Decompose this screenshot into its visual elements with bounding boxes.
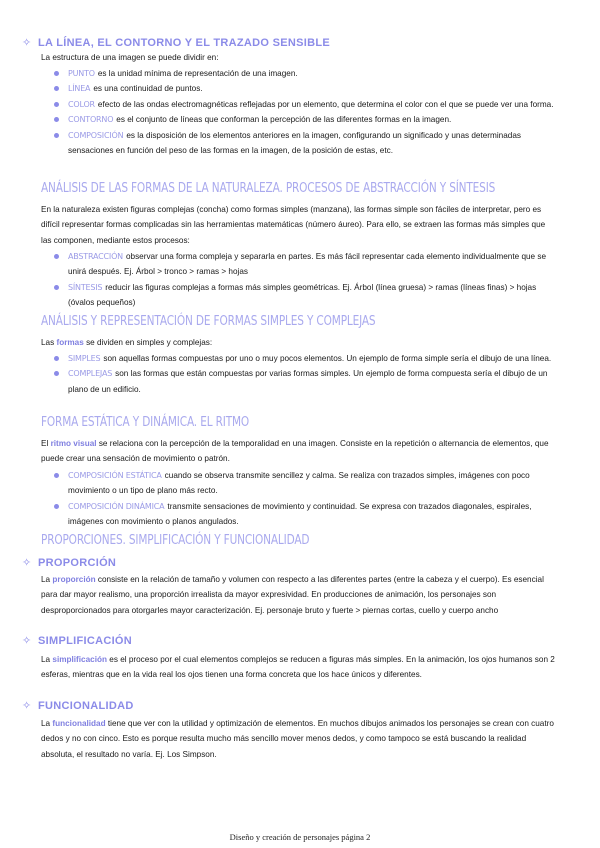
list-item (41, 468, 557, 499)
item-text: son aquellas formas compuestas por uno o muy pocos elementos. Un ejemplo de forma simple sería el dibujo de una línea. (103, 354, 552, 363)
text: El (41, 439, 49, 448)
diamond-sparkle-icon: ✧ (22, 37, 32, 49)
paragraph (41, 335, 557, 350)
item-text: es una continuidad de puntos. (93, 84, 203, 94)
item-text: son las formas que están compuestas por varias formas simples. Un ejemplo de forma compuesta sería el dibujo de un plano de un edificio. (68, 369, 548, 394)
item-text: efecto de las ondas electromagnéticas reflejadas por un elemento, que determina el color con el que se puede ver una forma. (97, 99, 554, 109)
paragraph (41, 652, 557, 683)
dot-icon (54, 133, 59, 138)
list-item (41, 249, 557, 280)
dot-icon (54, 71, 59, 76)
text: La (41, 655, 51, 664)
highlight: ritmo visual (50, 439, 97, 448)
dot-icon (54, 504, 59, 509)
term-label: LÍNEA (68, 84, 91, 94)
section-heading-simplificacion (22, 636, 132, 647)
highlight: simplificación (52, 655, 107, 664)
item-text: transmite sensaciones de movimiento y continuidad. Se expresa con trazados diagonales, espirales, imágenes con movimiento o planos angulados. (68, 501, 532, 527)
diamond-sparkle-icon: ✧ (22, 700, 32, 712)
term-label: SÍNTESIS (68, 282, 103, 292)
text: tiene que ver con la utilidad y optimización de elementos. En muchos dibujos animados los personajes se crean con cuatro dedos y no con cinco. Esto es porque resulta mucho más sencillo mover menos dedos, y como tampoco se está buscando la realidad absoluta, el resultado no varía. Ej. Los Simpson. (41, 719, 554, 759)
text: Las (41, 338, 55, 347)
dot-icon (54, 117, 59, 122)
dot-icon (54, 254, 59, 259)
bullet-list (41, 249, 557, 311)
item-text: reducir las figuras complejas a formas más simples geométricas. Ej. Árbol (línea gruesa) > ramas (líneas finas) > hojas (óvalos pequeños) (68, 282, 537, 308)
item-text: es la disposición de los elementos anteriores en la imagen, configurando un significado y unas determinadas sensaciones en función del peso de las formas en la imagen, de la posición de estas, etc. (68, 130, 521, 156)
paragraph: La estructura de una imagen se puede dividir en: (41, 53, 219, 62)
text: consiste en la relación de tamaño y volumen con respecto a las diferentes partes (entre la cabeza y el cuerpo). Es esencial para dar mayor realismo, una proporción irrealista da mayor expresividad. En producciones de animación, los personajes son desproporcionados para otorgarles mayor caracterización. Ej. personaje bruto y fuerte > piernas cortas, cuello y cuerpo ancho (41, 575, 544, 615)
dot-icon (54, 371, 59, 376)
list-item (41, 81, 557, 96)
list-item (41, 66, 557, 81)
highlight: funcionalidad (52, 719, 106, 728)
section-title: PROPORCIÓN (38, 557, 117, 569)
dot-icon (54, 102, 59, 107)
text: se dividen en simples y complejas: (86, 338, 213, 347)
list-item (41, 280, 557, 311)
list-item (41, 366, 557, 397)
section-title: SIMPLIFICACIÓN (38, 635, 133, 647)
diamond-sparkle-icon: ✧ (22, 557, 32, 569)
section-title-ritmo: FORMA ESTÁTICA Y DINÁMICA. EL RITMO (41, 414, 250, 430)
term-label: COMPLEJAS (68, 369, 113, 379)
list-item (41, 351, 557, 366)
bullet-list (41, 468, 557, 530)
item-text: cuando se observa transmite sencillez y calma. Se realiza con trazados simples, imágenes con poco movimiento o un tipo de plano más recto. (68, 471, 530, 496)
text: La (41, 575, 51, 584)
term-label: ABSTRACCIÓN (68, 252, 123, 261)
paragraph (41, 572, 557, 618)
paragraph (41, 716, 557, 762)
list-item (41, 499, 557, 530)
paragraph (41, 436, 557, 467)
dot-icon (54, 285, 59, 290)
dot-icon (54, 356, 59, 361)
dot-icon (54, 473, 59, 478)
text: es el proceso por el cual elementos complejos se reducen a figuras más simples. En la animación, los ojos humanos son 2 esferas, mientras que en la vida real los ojos tienen una forma concreta que los hace únicos y diferentes. (41, 655, 555, 680)
bullet-list (41, 351, 557, 397)
term-label: COMPOSICIÓN DINÁMICA (68, 501, 165, 511)
term-label: COMPOSICIÓN (68, 130, 124, 140)
item-text: observar una forma compleja y separarla en partes. Es más fácil representar cada elemento individualmente que se unirá después. Ej. Árbol > tronco > ramas > hojas (68, 252, 547, 277)
bullet-list (41, 66, 557, 158)
section-heading-proporcion (22, 558, 116, 569)
section-title-proporciones: PROPORCIONES. SIMPLIFICACIÓN Y FUNCIONALIDAD (41, 532, 310, 548)
term-label: COLOR (68, 99, 95, 109)
term-label: PUNTO (68, 69, 95, 78)
highlight: formas (56, 338, 84, 347)
section-title: LA LÍNEA, EL CONTORNO Y EL TRAZADO SENSIBLE (38, 37, 331, 49)
section-heading-funcionalidad (22, 701, 134, 712)
list-item (41, 112, 557, 127)
highlight: proporción (52, 575, 96, 584)
item-text: es la unidad mínima de representación de una imagen. (97, 69, 298, 78)
item-text: es el conjunto de líneas que conforman la percepción de las diferentes formas en la imagen. (116, 115, 452, 125)
list-item (41, 128, 557, 159)
section-title-formas-naturaleza: ANÁLISIS DE LAS FORMAS DE LA NATURALEZA. PROCESOS DE ABSTRACCIÓN Y SÍNTESIS (41, 180, 496, 196)
term-label: COMPOSICIÓN ESTÁTICA (68, 471, 162, 480)
section-title-formas-simples: ANÁLISIS Y REPRESENTACIÓN DE FORMAS SIMPLES Y COMPLEJAS (41, 313, 376, 329)
term-label: SIMPLES (68, 354, 101, 363)
paragraph: En la naturaleza existen figuras complejas (concha) como formas simples (manzana), las formas simple son fáciles de interpretar, pero es difícil representar formas complicadas sin las herramientas matemáticas (número áureo). Para ello, se extraen las formas más simples que las componen, mediante estos procesos: (41, 205, 546, 245)
diamond-sparkle-icon: ✧ (22, 635, 32, 647)
page-footer: Diseño y creación de personajes página 2 (229, 832, 371, 842)
text: se relaciona con la percepción de la temporalidad en una imagen. Consiste en la repetición o alternancia de elementos, que puede crear una sensación de movimiento o patrón. (41, 439, 549, 464)
list-item (41, 97, 557, 112)
term-label: CONTORNO (68, 115, 114, 125)
dot-icon (54, 86, 59, 91)
text: La (41, 719, 51, 728)
section-heading-linea (22, 38, 330, 49)
section-title: FUNCIONALIDAD (38, 700, 134, 712)
